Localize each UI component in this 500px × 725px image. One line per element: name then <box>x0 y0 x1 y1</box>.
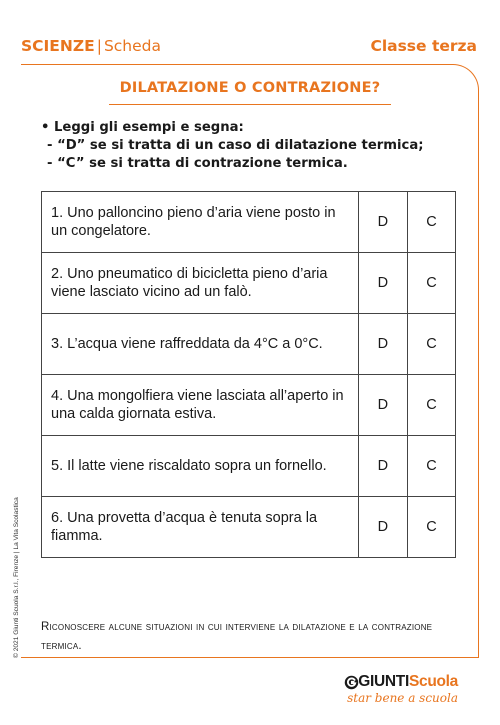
option-c[interactable]: C <box>407 314 455 375</box>
copyright-text: © 2021 Giunti Scuola S.r.l., Firenze | La Vita Scolastica <box>13 497 20 658</box>
brand-name <box>358 673 458 691</box>
title-underline <box>109 104 391 105</box>
worksheet-title: DILATAZIONE O CONTRAZIONE? <box>119 80 381 96</box>
option-c[interactable]: C <box>407 253 455 314</box>
learning-goal: Riconoscere alcune situazioni in cui interviene la dilatazione e la contrazione termica. <box>41 621 433 652</box>
table-row <box>42 253 456 314</box>
question-text: 4. Una mongolfiera viene lasciata all’aperto in una calda giornata estiva. <box>42 375 359 436</box>
option-d[interactable]: D <box>358 436 407 497</box>
option-d[interactable]: D <box>358 497 407 558</box>
header-separator: | <box>96 37 102 55</box>
option-c[interactable]: C <box>407 497 455 558</box>
option-d[interactable]: D <box>358 314 407 375</box>
table-row <box>42 192 456 253</box>
option-c[interactable]: C <box>407 436 455 497</box>
option-d[interactable]: D <box>358 375 407 436</box>
option-c[interactable]: C <box>407 192 455 253</box>
instruction-line-2: - “D” se si tratta di un caso di dilatazione termica; <box>47 138 424 153</box>
option-d[interactable]: D <box>358 192 407 253</box>
table-row <box>42 436 456 497</box>
question-text: 3. L’acqua viene raffreddata da 4°C a 0°C. <box>42 314 359 375</box>
subject-name: SCIENZE <box>21 37 95 55</box>
question-text: 1. Uno palloncino pieno d’aria viene posto in un congelatore. <box>42 192 359 253</box>
instruction-line-1: • Leggi gli esempi e segna: <box>41 120 244 135</box>
brand-tagline: star bene a scuola <box>347 691 458 705</box>
subject-label <box>21 37 161 55</box>
publisher-logo <box>338 671 458 711</box>
table-row <box>42 314 456 375</box>
option-d[interactable]: D <box>358 253 407 314</box>
instruction-line-3: - “C” se si tratta di contrazione termica. <box>47 156 348 171</box>
brand-accent: Scuola <box>408 673 458 690</box>
table-row <box>42 375 456 436</box>
table-row <box>42 497 456 558</box>
exercise-table <box>41 191 456 558</box>
instructions <box>41 119 471 173</box>
question-text: 6. Una provetta d’acqua è tenuta sopra la fiamma. <box>42 497 359 558</box>
giunti-g-logo-icon <box>344 675 359 690</box>
option-c[interactable]: C <box>407 375 455 436</box>
document-type: Scheda <box>103 37 161 55</box>
question-text: 5. Il latte viene riscaldato sopra un fornello. <box>42 436 359 497</box>
question-text: 2. Uno pneumatico di bicicletta pieno d’aria viene lasciato vicino ad un falò. <box>42 253 359 314</box>
brand-main: GIUNTI <box>358 673 409 690</box>
grade-label: Classe terza <box>370 37 477 55</box>
page-header <box>21 37 479 59</box>
